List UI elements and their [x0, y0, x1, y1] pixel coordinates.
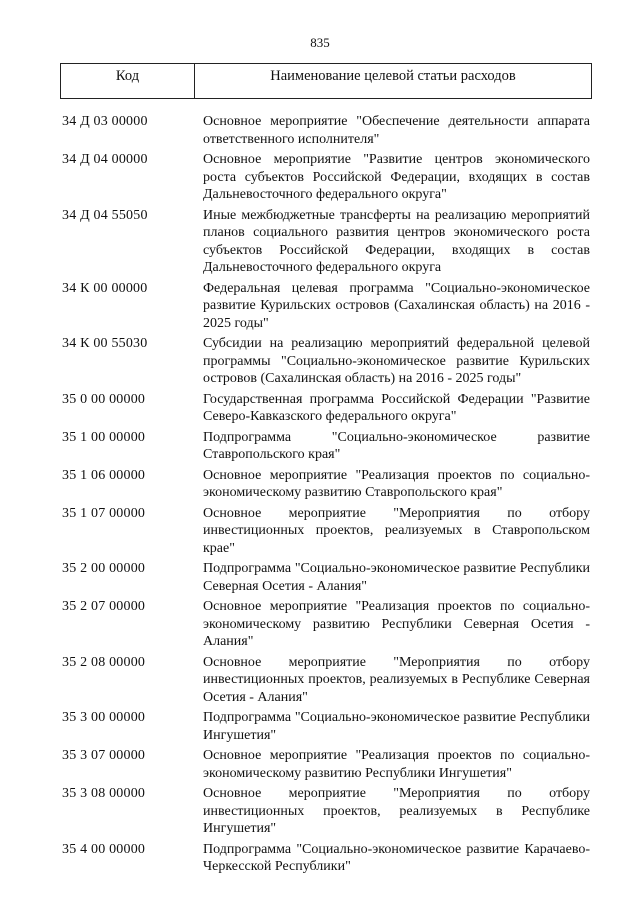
table-row [0, 505, 640, 558]
row-code: 35 1 06 00000 [62, 467, 146, 483]
row-code: 35 1 00 00000 [62, 429, 146, 445]
row-code: 34 К 00 00000 [62, 280, 148, 296]
row-code: 35 4 00 00000 [62, 841, 146, 857]
row-name: Основное мероприятие "Реализация проектов по социально-экономическому развитию Республики Ингушетия" [203, 748, 590, 781]
row-code: 34 Д 03 00000 [62, 114, 148, 129]
table-row [0, 747, 640, 782]
table-row [0, 391, 640, 426]
row-name: Иные межбюджетные трансферты на реализацию мероприятий планов социального развития центров экономического роста субъектов Российской Федерации, входящих в состав Дальневосточного федерального округа [203, 207, 590, 275]
row-code: 35 3 00 00000 [62, 710, 146, 725]
row-code: 35 3 07 00000 [62, 748, 146, 763]
table-row [0, 841, 640, 876]
row-name: Государственная программа Российской Федерации "Развитие Северо-Кавказского федерального округа" [203, 391, 590, 424]
table-row [0, 467, 640, 502]
row-name: Подпрограмма "Социально-экономическое развитие Ставропольского края" [203, 429, 590, 462]
row-name: Федеральная целевая программа "Социально-экономическое развитие Курильских островов (Сахалинская область) на 2016 - 2025 годы" [203, 280, 590, 331]
row-code: 34 К 00 55030 [62, 336, 148, 351]
table-row [0, 709, 640, 744]
table-row [0, 335, 640, 388]
row-code: 35 2 08 00000 [62, 654, 146, 670]
row-name: Основное мероприятие "Реализация проектов по социально-экономическому развитию Республики Северная Осетия - Алания" [203, 599, 590, 649]
table-row [0, 113, 640, 148]
table-body [0, 113, 640, 879]
table-row [0, 598, 640, 651]
row-name: Основное мероприятие "Мероприятия по отбору инвестиционных проектов, реализуемых в Республике Северная Осетия - Алания" [203, 654, 590, 705]
row-name: Основное мероприятие "Обеспечение деятельности аппарата ответственного исполнителя" [203, 114, 590, 147]
row-code: 34 Д 04 00000 [62, 152, 148, 167]
row-name: Основное мероприятие "Мероприятия по отбору инвестиционных проектов, реализуемых в Ставропольском крае" [203, 505, 590, 556]
column-header-code: Код [115, 68, 140, 84]
row-code: 34 Д 04 55050 [62, 207, 148, 223]
table-row [0, 280, 640, 333]
row-name: Подпрограмма "Социально-экономическое развитие Карачаево-Черкесской Республики" [203, 841, 590, 874]
row-code: 35 1 07 00000 [62, 505, 146, 521]
row-name: Подпрограмма "Социально-экономическое развитие Республики Северная Осетия - Алания" [203, 561, 590, 594]
row-name: Подпрограмма "Социально-экономическое развитие Республики Ингушетия" [203, 710, 590, 743]
row-code: 35 3 08 00000 [62, 786, 146, 801]
table-row [0, 654, 640, 707]
row-code: 35 0 00 00000 [62, 391, 146, 407]
row-name: Субсидии на реализацию мероприятий федеральной целевой программы "Социально-экономическое развитие Курильских островов (Сахалинская область) на 2016 - 2025 годы" [203, 336, 590, 386]
row-code: 35 2 00 00000 [62, 561, 146, 576]
table-row [0, 560, 640, 595]
table-row [0, 151, 640, 204]
row-name: Основное мероприятие "Развитие центров экономического роста субъектов Российской Федерации, входящих в состав Дальневосточного федерального округа" [203, 152, 590, 202]
table-header [60, 63, 592, 99]
page-number: 835 [310, 35, 330, 50]
table-row [0, 785, 640, 838]
row-name: Основное мероприятие "Мероприятия по отбору инвестиционных проектов, реализуемых в Республике Ингушетия" [203, 786, 590, 836]
table-row [0, 207, 640, 277]
row-name: Основное мероприятие "Реализация проектов по социально-экономическому развитию Ставропольского края" [203, 467, 590, 500]
row-code: 35 2 07 00000 [62, 599, 146, 614]
table-row [0, 429, 640, 464]
column-header-name: Наименование целевой статьи расходов [270, 68, 516, 84]
